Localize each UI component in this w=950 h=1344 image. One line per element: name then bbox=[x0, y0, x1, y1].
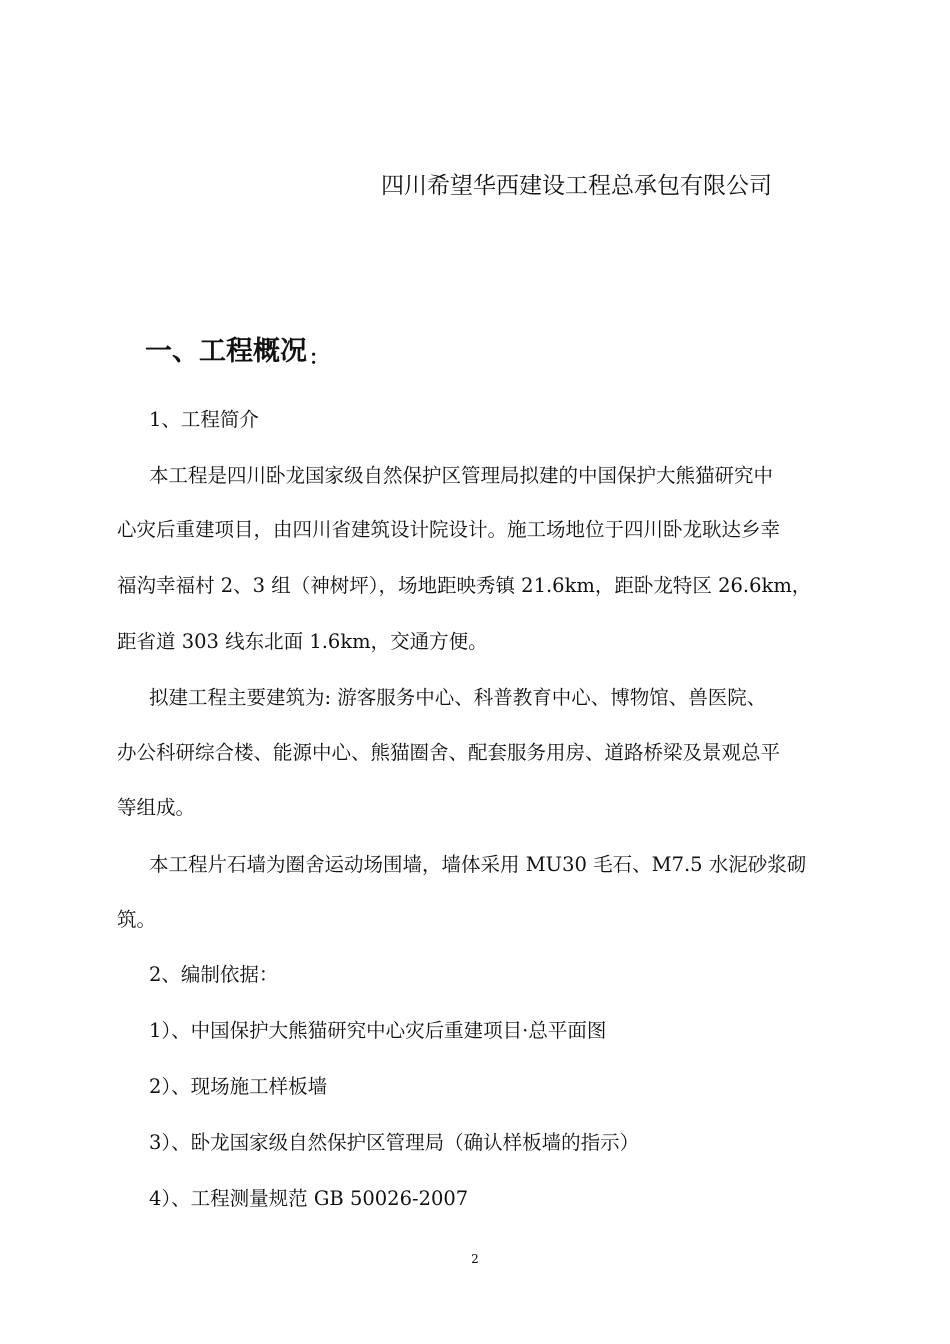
subheading-basis: 2、编制依据： bbox=[149, 963, 279, 986]
paragraph-line: 心灾后重建项目，由四川省建筑设计院设计。施工场地位于四川卧龙耿达乡幸 bbox=[117, 518, 781, 541]
list-item: 3）、卧龙国家级自然保护区管理局（确认样板墙的指示） bbox=[149, 1131, 640, 1154]
paragraph-line: 距省道 303 线东北面 1.6km，交通方便。 bbox=[117, 630, 488, 653]
paragraph-line: 本工程片石墙为圈舍运动场围墙，墙体采用 MU30 毛石、M7.5 水泥砂浆砌 bbox=[149, 853, 807, 876]
subheading-project-intro: 1、工程简介 bbox=[149, 408, 259, 431]
paragraph-line: 办公科研综合楼、能源中心、熊猫圈舍、配套服务用房、道路桥梁及景观总平 bbox=[117, 741, 781, 764]
paragraph-line: 等组成。 bbox=[117, 796, 196, 819]
paragraph-line: 拟建工程主要建筑为: 游客服务中心、科普教育中心、博物馆、兽医院、 bbox=[149, 686, 767, 709]
paragraph-line: 福沟幸福村 2、3 组（神树坪），场地距映秀镇 21.6km，距卧龙特区 26.6km， bbox=[117, 574, 812, 597]
paragraph-line: 本工程是四川卧龙国家级自然保护区管理局拟建的中国保护大熊猫研究中 bbox=[149, 464, 774, 487]
company-name: 四川希望华西建设工程总承包有限公司 bbox=[381, 173, 772, 199]
list-item: 2）、现场施工样板墙 bbox=[149, 1075, 328, 1098]
section-heading bbox=[145, 332, 329, 373]
section-heading-colon: ： bbox=[309, 345, 329, 369]
page-number: 2 bbox=[471, 1252, 479, 1266]
section-heading-text: 一、工程概况 bbox=[145, 336, 307, 367]
list-item: 4）、工程测量规范 GB 50026-2007 bbox=[149, 1187, 469, 1210]
paragraph-line: 筑。 bbox=[117, 908, 157, 931]
list-item: 1）、中国保护大熊猫研究中心灾后重建项目·总平面图 bbox=[149, 1019, 607, 1042]
